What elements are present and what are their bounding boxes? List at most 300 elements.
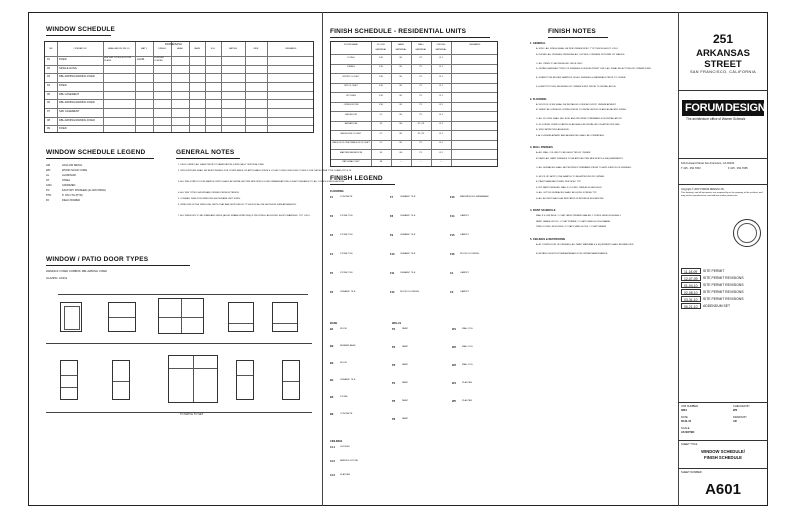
finish-cell: B4 [399, 123, 403, 125]
finish-notes-section-title: 3. WALL FINISHES [530, 146, 553, 149]
finish-description: WATERPROOF MEMBRANE [460, 196, 489, 198]
finish-note: TRIM, DOORS, MOLDINGS: 2 COATS SEMI-GLOSS, 1 COAT PRIMER [536, 226, 607, 228]
address-number: 251 [712, 32, 734, 46]
finish-note: B. INSTALL ALL FINISHES UNDER AS ALL OUTSIDE CORNERS WITH MIN 1/4" RADIUS. [536, 53, 625, 56]
sheet-title-line-2: FINISH SCHEDULE [704, 455, 742, 460]
finish-code: W5 [452, 400, 456, 403]
finish-cell: F8 [379, 161, 383, 163]
table-row [331, 64, 497, 65]
finish-note: WALLS & CEILINGS: 1 COAT LATEX PRIMER SEALER, 2 COATS LATEX EGGSHELL [536, 215, 622, 217]
window-head-height: SEE WIN TYPES & FLOOR PLANS [104, 57, 132, 62]
finish-cell: F5 [379, 151, 383, 154]
window-mark: 04 [47, 84, 50, 87]
table-row [45, 91, 313, 92]
glazing-note: GLAZING: LOW E [46, 277, 68, 280]
frame-sash-header: FRAME/SASH [165, 43, 182, 46]
window-type-note: TO MATCH TO SET [180, 413, 204, 416]
revision-row [681, 282, 765, 288]
revision-row [681, 275, 765, 281]
revision-description: SITE PERMIT REVISIONS [703, 283, 744, 287]
finish-code: F1 [330, 196, 334, 199]
table-header-cell: SILL [210, 48, 216, 50]
finish-cell: KITCHEN [346, 94, 356, 97]
revision-date-box [681, 268, 701, 274]
table-row [331, 140, 497, 141]
finish-code: P1 [392, 328, 396, 331]
revision-date: 11-18-09 [684, 270, 698, 274]
finish-header-cell: REMARKS [469, 44, 481, 46]
window-operation: FIXED [59, 58, 67, 61]
finish-cell: B1 [399, 104, 403, 106]
window-operation: FIXED [59, 84, 67, 87]
finish-description: CERAMIC TILE [340, 291, 356, 293]
dimension-line-bottom [46, 412, 312, 413]
table-row [331, 130, 497, 131]
finish-description: WOOD [340, 328, 348, 330]
finish-note: H. ALL ACCENT WALLS AS INDICATED IN INTERIOR ELEVATIONS. [536, 197, 604, 200]
revision-description: SITE PERMIT REVISIONS [703, 276, 744, 280]
finish-code: F14 [450, 215, 455, 218]
general-note: 3. ALL WIN & PATIO DOOR SAMPLE UNITS SHALL BE INSTALLED PER MFR SPECS & RECOMMENDATIONS & IN ACCORDANCE TO ALL CODES & REGULATIONS. [178, 181, 345, 183]
finish-note: B. VERIFY ALL FINISH FLOORING PRIOR TO INSTALLATION OF ANY ADJACENT FINISH. [536, 109, 627, 111]
firm-fax: F 415 . 252.7065 [728, 167, 748, 170]
revision-description: SITE PERMIT REVISIONS [703, 290, 744, 294]
finish-code: F11 [390, 272, 395, 275]
sheet-number-label: SHEET NUMBER [681, 471, 702, 474]
finish-note: F. ALL UNDERLAYMENT AND ADHESIVES SHALL BE COMPATIBLE. [536, 134, 605, 137]
window-schedule-title: WINDOW SCHEDULE [46, 26, 116, 33]
general-note: 4. ALL WIN TYPES SHOWN ARE VIEWED FROM EXTERIOR. [178, 192, 240, 194]
finish-cell: F16 [379, 66, 383, 68]
finish-code: F9 [390, 234, 394, 237]
legend-meaning: P. ON CTG (PTD) [62, 194, 83, 197]
legend-meaning: ALUMINUM [62, 174, 76, 177]
title-block [678, 12, 768, 506]
finish-schedule-table [330, 41, 498, 167]
window-mark: 02 [47, 66, 50, 70]
window-operation: DBL CASEMENT [59, 92, 80, 96]
sheet-title-label: SHEET TITLE [681, 443, 698, 446]
window-mark: 05 [47, 92, 50, 96]
finish-legend-underline [330, 184, 395, 185]
finish-code: F7 [390, 196, 394, 199]
table-row [331, 73, 497, 74]
revision-date: 01-04-10 [684, 284, 698, 288]
revision-date-box [681, 289, 701, 295]
finish-notes-section-title: 5. CEILINGS & RESTROOMS [530, 237, 566, 241]
finish-notes-section-title: 4. PAINT SCHEDULE [530, 209, 556, 212]
table-row [45, 125, 313, 126]
window-types-title: WINDOW / PATIO DOOR TYPES [46, 256, 149, 263]
revision-date: 06-21-10 [684, 305, 698, 309]
finish-code: F2 [330, 215, 334, 218]
finish-code: B1 [330, 328, 334, 331]
drawn-by-value: AD [733, 420, 737, 423]
finish-cell: P1, P4 [417, 123, 425, 125]
window-mark: 08 [47, 118, 50, 122]
job-number-value: 0804 [681, 409, 687, 412]
legend-abbreviation: HM [46, 164, 51, 167]
revision-date: 03-31-10 [684, 298, 698, 302]
finish-note: A. SPEC. ALL FINISH SHALL BE PER OWNER SPEC. TYP. THROUGHOUT, U.N.O. [536, 48, 619, 50]
finish-description: PAINTED GYP BD [340, 460, 359, 462]
table-header-cell: HEAD ABOVE FIN. FL [107, 48, 130, 50]
finish-code: P5 [392, 400, 396, 403]
finish-code: F5 [330, 272, 334, 275]
finish-cell: CL2 [438, 151, 443, 154]
table-row [45, 108, 313, 109]
revision-date: 02-08-10 [684, 291, 698, 295]
finish-cell: W/D CLOSET [344, 85, 358, 87]
finish-cell: B1 [399, 85, 403, 87]
window-types-underline [46, 265, 190, 266]
finish-header-cell: WALL [418, 44, 424, 46]
finish-header-cell: ROOM NAME [344, 44, 358, 46]
finish-cell: F5 [379, 123, 383, 125]
window-elevation-type-2 [108, 302, 136, 332]
finish-description: CERAMIC TILE [340, 379, 356, 381]
finish-cell: CL1 [438, 142, 443, 144]
base-group-title: BASE [330, 322, 338, 325]
finish-code: F15 [450, 234, 455, 237]
finish-cell: -- [400, 161, 402, 163]
finish-cell: F16 [379, 94, 383, 97]
dimension-line-mid [46, 343, 312, 344]
finish-cell: P1, P3 [417, 132, 425, 135]
finish-cell: P1 [419, 142, 423, 144]
table-row [45, 56, 313, 57]
walls-legend [392, 328, 512, 434]
table-row [331, 159, 497, 160]
table-header-cell: MFR [253, 48, 259, 50]
finish-description: WALLCVG [462, 346, 473, 348]
revision-date-box [681, 282, 701, 288]
revision-date-box [681, 275, 701, 281]
window-operation: SINGLE HUNG [59, 66, 77, 70]
table-row [331, 83, 497, 84]
flooring-legend [330, 196, 510, 312]
ceilings-legend [330, 446, 390, 496]
finish-description: STONE TILE [340, 272, 353, 274]
flooring-group-title: FLOORING [330, 190, 344, 193]
finish-cell: CL1 [438, 66, 443, 68]
finish-cell: CL1 [438, 56, 443, 59]
finish-note: E. SPEC APPROVED ADHESIVE. [536, 129, 570, 131]
table-header-cell: RATING [228, 48, 238, 50]
finish-code: CL3 [330, 474, 335, 477]
finish-code: B4 [330, 379, 334, 382]
finish-cell: P1 [419, 151, 423, 154]
finish-cell: CL1 [438, 113, 443, 116]
finish-code: B3 [330, 362, 334, 365]
finish-cell: LIVING [347, 56, 355, 59]
checked-by-label: CHECKED BY [733, 405, 750, 408]
finish-cell: F16 [379, 56, 383, 59]
finish-cell: F16 [379, 75, 383, 78]
finish-header-cell: BASE [398, 44, 404, 46]
finish-note: E. SUBMIT FOR REVIEW SAMPLES OF ALL FINISHES & MATERIALS PRIOR TO ORDER. [536, 77, 627, 79]
finish-code: F16 [450, 253, 455, 256]
window-elevation-type-6 [60, 360, 78, 400]
finish-description: PAINT [402, 400, 409, 402]
finish-schedule-title: FINISH SCHEDULE - RESIDENTIAL UNITS [330, 28, 467, 35]
finish-code: P3 [392, 364, 396, 367]
finish-description: CARPET [460, 291, 469, 293]
window-schedule-legend-underline [46, 158, 154, 159]
legend-meaning: FIELD ROWED [62, 199, 81, 202]
finish-cell: LIVING ROOM [343, 104, 359, 106]
finish-description: WALLCVG [462, 328, 473, 330]
finish-cell: DINING [347, 66, 355, 68]
revision-row [681, 268, 765, 274]
finish-code: F3 [330, 234, 334, 237]
finish-code: P4 [392, 382, 396, 385]
finish-header-cell: FLOOR [377, 44, 385, 46]
finish-note: B. RETAIN ON-SITE EXTRA MATERIALS FOR OWNER MAINTENANCE. [536, 252, 608, 255]
finish-description: RUBBER BASE [340, 345, 356, 347]
architect-seal [733, 219, 761, 247]
table-header-cell: MK [49, 48, 53, 50]
finish-cell: -- [440, 161, 442, 163]
checked-by-value: WS [733, 409, 738, 412]
legend-abbreviation: PTD [46, 194, 52, 197]
finish-description: WOOD [340, 362, 348, 364]
finish-cell: B1 [399, 66, 403, 68]
window-elevation-type-10 [282, 360, 300, 400]
finish-cell: C1 [379, 142, 383, 144]
finish-cell: F16 [379, 85, 383, 87]
finish-cell: B4 [399, 151, 403, 154]
table-header-cell: MAT'L [140, 48, 148, 50]
window-mark: 03 [47, 75, 50, 79]
finish-code: B6 [330, 413, 334, 416]
table-column-line [451, 42, 452, 166]
finish-description: STONE [340, 396, 348, 398]
window-elevation-type-4 [228, 302, 254, 332]
finish-cell: F16 [379, 104, 383, 106]
finish-note: C. ALL FLOORS SHALL BE LEVEL AND PROPERLY PREPARED FOR INSTALLATION. [536, 118, 622, 120]
window-schedule-legend-title: WINDOW SCHEDULE LEGEND [46, 149, 146, 156]
legend-meaning: STEEL [62, 179, 71, 182]
general-notes-underline [176, 158, 240, 159]
scale-value: AS NOTED [681, 431, 695, 434]
finish-cell: ENTRY CLOSET [342, 75, 360, 78]
dimension-line-top [58, 294, 308, 295]
firm-address: 1014 Howard Street San Francisco, CA 94103 [681, 162, 735, 165]
finish-notes-section-title: 2. FLOORING [530, 97, 547, 101]
revision-list [678, 268, 768, 312]
general-notes-title: GENERAL NOTES [176, 149, 235, 156]
table-row [331, 92, 497, 93]
finish-note: A. WOOD FLOORS SHALL BE INSTALLED OVER ACOUSTIC UNDERLAYMENT. [536, 103, 617, 106]
finish-code: C1 [450, 272, 454, 275]
finish-cell: P1 [419, 56, 423, 59]
window-schedule-table [44, 41, 314, 133]
finish-cell: CL2 [438, 123, 443, 125]
finish-cell: CL1 [438, 85, 443, 87]
legend-abbreviation: WD [46, 169, 51, 172]
finish-cell: PATIO/BALCONY [342, 161, 360, 163]
legend-abbreviation: ANO [46, 184, 52, 187]
finish-code: F4 [330, 253, 334, 256]
finish-notes-section-title: 1. GENERAL [530, 42, 546, 45]
finish-description: PAINT [402, 418, 409, 420]
table-header-cell: HEAD [176, 48, 184, 50]
revision-date-box [681, 303, 701, 309]
finish-description: PAINT [402, 346, 409, 348]
window-finish: POWDER COATED [154, 57, 164, 62]
legend-abbreviation: ST [46, 179, 50, 182]
revision-description: SITE PERMIT REVISIONS [703, 297, 744, 301]
legend-abbreviation: AL [46, 174, 50, 177]
finish-note: PAINT GRADE WOOD: 1 COAT PRIMER, 2 COATS SEMI-GLOSS ENAMEL [536, 220, 611, 223]
table-row [45, 65, 313, 66]
finish-description: PLASTER [462, 382, 472, 384]
copyright: Copyright © 2007 FORUM DESIGN LTD. [681, 188, 725, 191]
copyright-note: This drawing, and all documents are prepared by or the property of the architect and may not be reproduced or used without written permission. [681, 192, 763, 197]
finish-description: GYPSUM [340, 446, 350, 448]
table-row [45, 82, 313, 83]
finish-cell: CL1 [438, 104, 443, 106]
table-row [331, 149, 497, 150]
finish-description: STONE TILE [340, 215, 353, 217]
finish-cell: -- [420, 161, 422, 163]
finish-cell: P1 [419, 85, 423, 87]
table-row [331, 54, 497, 55]
date-label: DATE [681, 416, 688, 419]
finish-note: F. SUBSTITUTIONS: REVIEWED BY OWNER'S REP. PRIOR TO INSTALLATION. [536, 86, 617, 88]
table-row [331, 111, 497, 112]
firm-phone: T 415 . 252.7063 [681, 167, 701, 170]
finish-subheader-cell: MATERIAL [435, 49, 447, 51]
table-header-cell: REMARKS [285, 48, 297, 50]
forum-design-logo [682, 100, 764, 122]
table-row [331, 102, 497, 103]
finish-cell: B1 [399, 94, 403, 97]
finish-code: F13 [450, 196, 455, 199]
revision-row [681, 296, 765, 302]
finish-cell: P1 [419, 104, 423, 106]
legend-abbreviation: PC [46, 189, 50, 192]
finish-note: G. ALL GYP BD SURFACES SHALL BE LEVEL 4 FINISH TYP. [536, 192, 597, 194]
revision-row [681, 289, 765, 295]
finish-note: E. PAINT MANUFACTURER: PER SPEC TYP. [536, 181, 582, 183]
finish-note: D. MOCK UP: APPLY ONE SAMPLE TO BE APPROVED BY OWNER. [536, 175, 605, 178]
finish-header-cell: CEILING [436, 44, 446, 46]
general-note: 2. WIN SUPPLIER SHALL BE RESPONSIBLE FOR COMPLIANCE OF APPLICABLE STATE & LOCAL CODES, BUILDING CODES & THE CALIFORNIA TITLE 24 AND TITLE 16. [178, 170, 352, 172]
finish-note: B. PAINT: ALL PAINT FINISHES TO BE APPLIED PER MFR SPECS & REQUIREMENTS. [536, 157, 624, 160]
finish-cell: C1 [379, 113, 383, 116]
finish-description: CARPET [460, 234, 469, 236]
finish-cell: BATHROOM [344, 123, 358, 125]
finish-cell: BEDROOM CLOSET [340, 132, 362, 135]
date-value: 06.21.10 [681, 420, 692, 423]
finish-cell: MASTER BATHROOM [339, 151, 363, 154]
finish-cell: P1 [419, 113, 423, 116]
finish-cell: P1 [419, 66, 423, 68]
finish-description: CERAMIC TILE [400, 196, 416, 198]
window-operation: SDF CASEMENT [59, 110, 80, 113]
finish-description: CERAMIC TILE [400, 272, 416, 274]
general-note: 6. WINDOWS IN THE DWELLING UNITS THAT ARE SUPPLIED BY IT SHOULD ALL BE SHOWN IN SIMILAR FASHION. [178, 204, 297, 206]
walls-group-title: WALLS [392, 322, 402, 325]
finish-subheader-cell: MATERIAL [375, 49, 387, 51]
finish-code: B2 [330, 345, 334, 348]
finish-code: W1 [452, 328, 456, 331]
finish-code: W2 [452, 346, 456, 349]
finish-description: WOOD FLOORING [400, 291, 420, 293]
general-note: 7. ALL WINDOWS TO BE STANDARD SIZES (ALUM. FRAME WINDOWS) IF PROVIDED, ADJUSTED SHOP DRAWINGS. TYP. U.N.O. [178, 215, 311, 217]
finish-cell: CL1 [438, 75, 443, 78]
revision-description: SITE PERMIT [703, 269, 725, 273]
finish-cell: CL1 [438, 94, 443, 97]
finish-description: PAINT [402, 328, 409, 330]
legend-abbreviation: FF [46, 199, 50, 202]
finish-description: CARPET [460, 215, 469, 217]
finish-cell: P1 [419, 75, 423, 78]
base-legend [330, 328, 390, 434]
window-mark: 07 [47, 110, 50, 113]
revision-date: 12-07-09 [684, 277, 698, 281]
finish-note: D. FLOORING OVER FLOATING SLAB SHALL BE INSTALLED ON APPROVED PAD. [536, 123, 621, 126]
finish-subheader-cell: MATERIAL [395, 49, 407, 51]
window-operation: DBL AWNING/AWNING FIXED [59, 118, 95, 122]
finish-code: P6 [392, 418, 396, 421]
window-schedule-underline [46, 35, 111, 36]
general-note: 5. OVERALL DIMS FOR WINDOWS SHOWN ARE UNIT SIZES. [178, 198, 241, 200]
finish-cell: WALK-IN CLOSET/WALK-IN CLOSET [332, 142, 370, 144]
finish-code: F6 [330, 291, 334, 294]
ceilings-group-title: CEILINGS [330, 440, 343, 443]
legend-meaning: ANODIZED [62, 184, 76, 187]
finish-cell: B1 [399, 75, 403, 78]
window-operation: DBL AWNING/AWNING FIXED [59, 101, 95, 105]
finish-cell: B1 [399, 132, 403, 135]
finish-note: D. DETAILS ANSWER TYPES OF FINISHES & DESIGN INTENT ONLY. ALL FINAL SELECTIONS BY OWNER'S REP. [536, 68, 652, 70]
job-number-label: JOB NUMBER [681, 405, 699, 408]
sheet-title-line-1: WINDOW SCHEDULE/ [701, 449, 745, 454]
column-divider-1 [322, 12, 323, 506]
window-elevation-type-9 [236, 360, 254, 400]
window-elevation-type-8 [168, 355, 218, 403]
firm-name-a: FORUM [685, 102, 724, 114]
finish-description: CERAMIC TILE [400, 215, 416, 217]
window-material: ALUM. [137, 58, 145, 61]
revision-description: ADDENDUM SET [703, 304, 731, 308]
finish-note: A. ALL WALL COLORS TO BE SELECTED BY OWNER. [536, 152, 591, 154]
finish-note: A. AT COMPLETION OF FINISHES, ALL PAINT MATERIALS & EQUIPMENT SHALL BE REMOVED. [536, 243, 635, 246]
firm-tagline: The architecture office of Warner Schmalz [686, 117, 746, 121]
finish-code: CL1 [330, 446, 335, 449]
finish-cell: BEDROOM [345, 113, 357, 116]
finish-code: C2 [450, 291, 454, 294]
finish-cell: P1 [419, 94, 423, 97]
finish-notes-title: FINISH NOTES [548, 28, 596, 35]
finish-code: F12 [390, 291, 395, 294]
window-mark: 09 [47, 127, 50, 131]
finish-description: PLASTER [340, 474, 350, 476]
window-operation: DBL AWNING/AWNING FIXED [59, 75, 95, 79]
legend-meaning: HOLLOW METAL [62, 164, 83, 167]
sheet-number: A601 [705, 481, 741, 498]
finish-description: CONCRETE [340, 413, 353, 415]
finish-description: CONCRETE [340, 196, 353, 198]
finish-cell: B1 [399, 113, 403, 116]
finish-cell: B1 [399, 142, 403, 144]
finish-description: PAINT [402, 382, 409, 384]
finish-code: F10 [390, 253, 395, 256]
finish-description: CERAMIC TILE [400, 253, 416, 255]
